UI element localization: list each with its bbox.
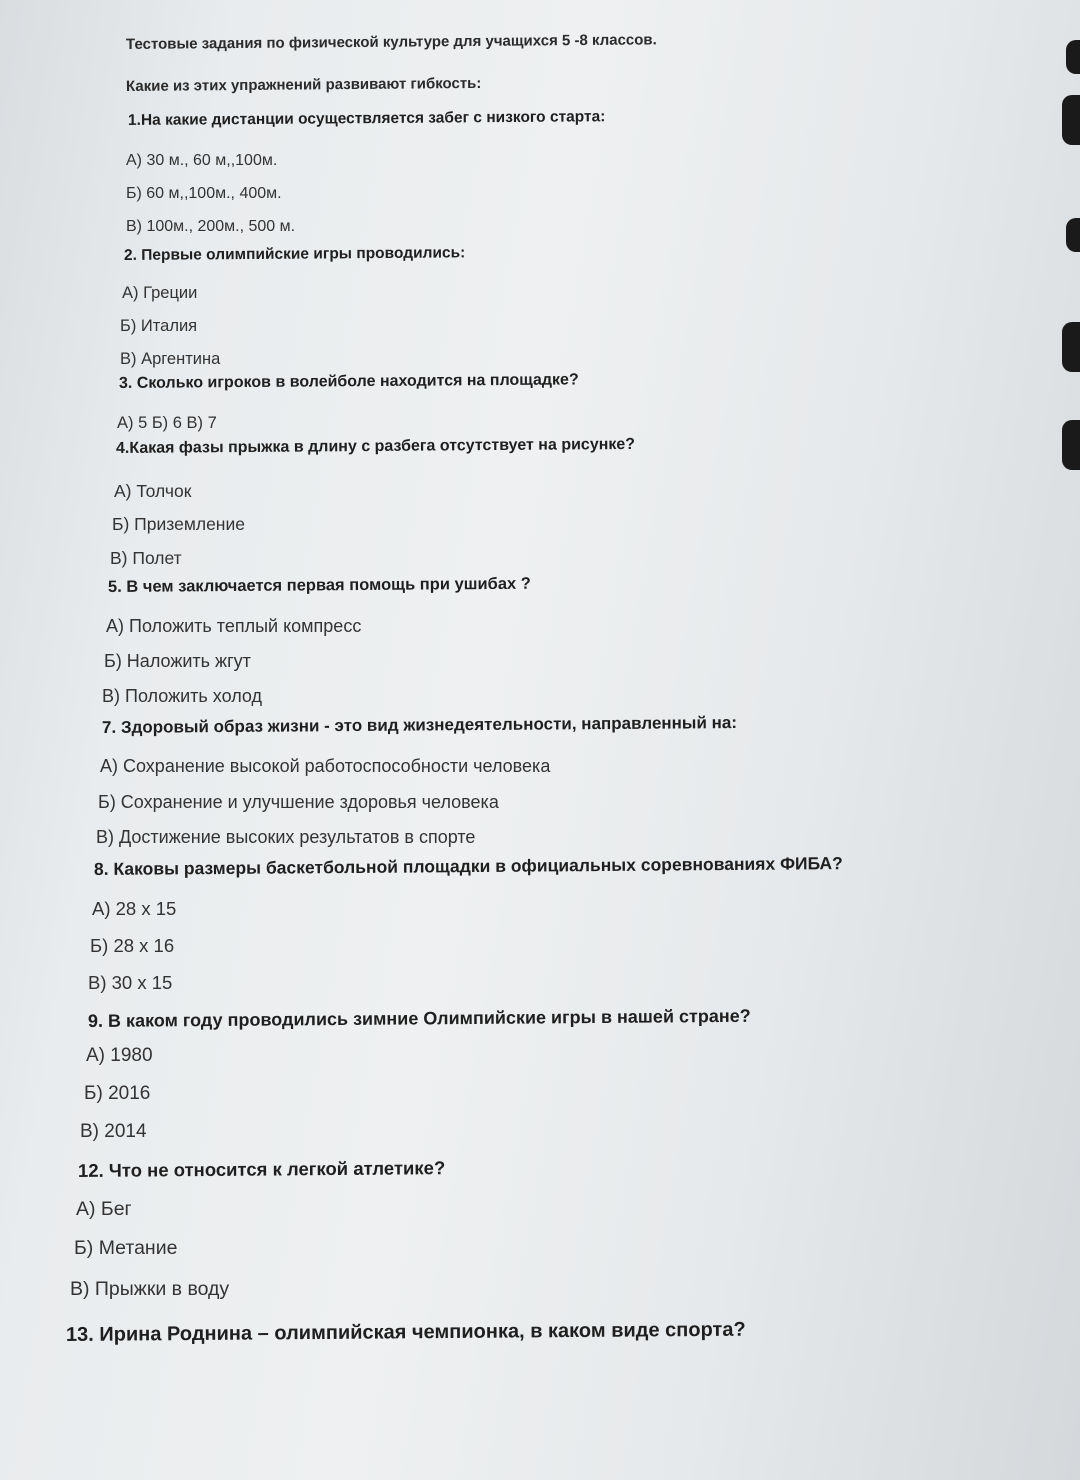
binder-hole — [1062, 322, 1080, 372]
question-text: 3. Сколько игроков в волейболе находится на площадке? — [118, 371, 579, 392]
answer-option: А) 5 Б) 6 В) 7 — [117, 414, 217, 432]
question-text: 13. Ирина Роднина – олимпийская чемпионка, в каком виде спорта? — [65, 1318, 746, 1346]
answer-option: А) 30 м., 60 м,,100м. — [126, 152, 278, 169]
question-text: 2. Первые олимпийские игры проводились: — [123, 244, 466, 264]
answer-option: В) 30 х 15 — [88, 972, 173, 993]
answer-option: А) 28 х 15 — [92, 898, 177, 919]
binder-hole — [1066, 40, 1080, 74]
answer-option: Б) Наложить жгут — [104, 651, 251, 671]
answer-option: А) Толчок — [114, 481, 192, 501]
answer-option: В) 100м., 200м., 500 м. — [126, 218, 296, 235]
question-text: 1.На какие дистанции осуществляется забег с низкого старта: — [127, 108, 606, 129]
answer-option: Б) 28 х 16 — [90, 935, 175, 956]
answer-option: А) Бег — [76, 1198, 132, 1220]
answer-option: В) Прыжки в воду — [70, 1278, 230, 1300]
answer-option: А) 1980 — [86, 1045, 153, 1066]
question-text: 4.Какая фазы прыжка в длину с разбега отсутствует на рисунке? — [115, 435, 636, 457]
answer-option: Б) Сохранение и улучшение здоровья человека — [98, 792, 499, 812]
document-title: Тестовые задания по физической культуре для учащихся 5 -8 классов. — [125, 31, 657, 53]
question-text: 7. Здоровый образ жизни - это вид жизнедеятельности, направленный на: — [101, 713, 738, 737]
answer-option: Б) Метание — [74, 1237, 178, 1259]
document-subtitle: Какие из этих упражнений развивают гибкость: — [125, 74, 482, 95]
binder-hole — [1062, 95, 1080, 145]
answer-option: А) Греции — [122, 284, 198, 302]
answer-option: Б) Приземление — [112, 514, 245, 534]
question-text: 9. В каком году проводились зимние Олимпийские игры в нашей стране? — [87, 1005, 751, 1031]
question-text: 5. В чем заключается первая помощь при ушибах ? — [107, 574, 531, 596]
question-text: 12. Что не относится к легкой атлетике? — [77, 1157, 446, 1181]
answer-option: А) Сохранение высокой работоспособности человека — [100, 756, 551, 776]
binder-hole — [1062, 420, 1080, 470]
answer-option: В) Полет — [110, 548, 182, 568]
answer-option: В) Достижение высоких результатов в спорте — [96, 827, 476, 847]
answer-option: Б) 60 м,,100м., 400м. — [126, 185, 282, 202]
answer-option: Б) Италия — [120, 317, 198, 335]
answer-option: В) Аргентина — [120, 350, 221, 368]
answer-option: А) Положить теплый компресс — [106, 616, 362, 636]
binder-hole — [1066, 218, 1080, 252]
answer-option: В) Положить холод — [102, 686, 263, 706]
answer-option: В) 2014 — [80, 1121, 147, 1142]
question-text: 8. Каковы размеры баскетбольной площадки в официальных соревнованиях ФИБА? — [93, 853, 843, 879]
answer-option: Б) 2016 — [84, 1083, 151, 1104]
